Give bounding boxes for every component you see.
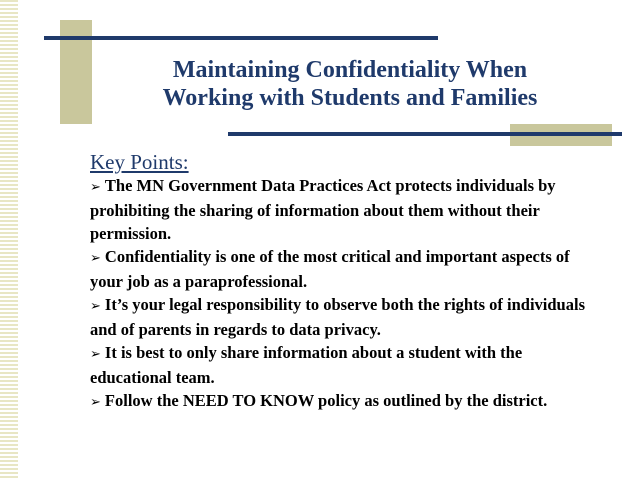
- title-rule-top: [44, 36, 438, 40]
- arrow-bullet-icon: ➢: [90, 251, 101, 266]
- slide-title: [100, 56, 600, 112]
- bullet-text: Follow the NEED TO KNOW policy as outlined by the district.: [104, 391, 548, 410]
- list-item: [90, 245, 600, 293]
- bullet-text: It is best to only share information about a student with the educational team.: [90, 343, 523, 387]
- arrow-bullet-icon: ➢: [90, 347, 101, 362]
- key-points-heading: Key Points:: [90, 150, 189, 174]
- arrow-bullet-icon: ➢: [90, 395, 101, 410]
- title-rule-bottom: [228, 132, 622, 136]
- bullet-text: It’s your legal responsibility to observe both the rights of individuals and of parents in regards to data privacy.: [90, 295, 585, 339]
- list-item: [90, 389, 600, 414]
- title-line-2: Working with Students and Families: [162, 85, 538, 111]
- list-item: [90, 293, 600, 341]
- title-line-1: Maintaining Confidentiality When: [172, 57, 528, 83]
- arrow-bullet-icon: ➢: [90, 180, 101, 195]
- list-item: [90, 174, 600, 245]
- arrow-bullet-icon: ➢: [90, 299, 101, 314]
- key-points-list: [90, 174, 600, 414]
- list-item: [90, 341, 600, 389]
- bullet-text: The MN Government Data Practices Act protects individuals by prohibiting the sharing of information about them without their permission.: [90, 176, 556, 243]
- slide-body: [90, 150, 600, 414]
- bullet-text: Confidentiality is one of the most critical and important aspects of your job as a paraprofessional.: [90, 247, 570, 291]
- decorative-stripe-panel: [0, 0, 18, 478]
